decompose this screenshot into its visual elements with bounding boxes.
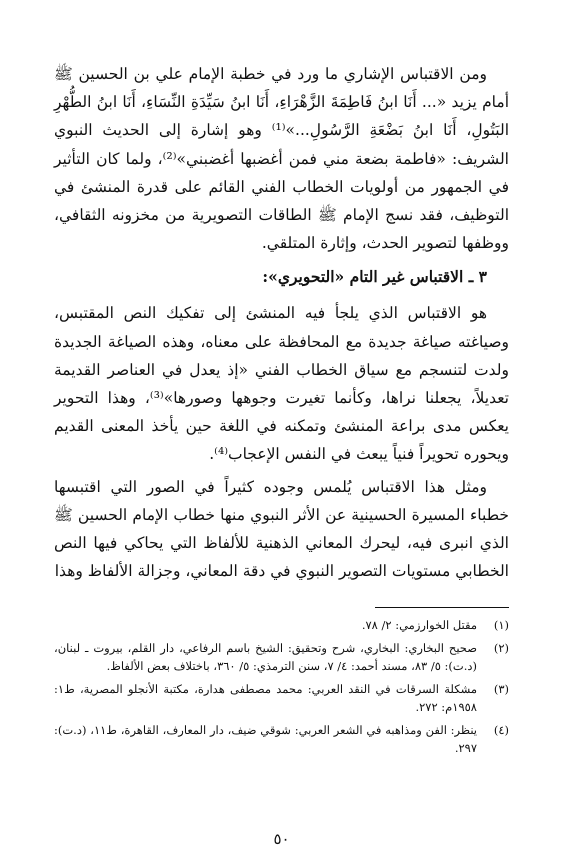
footnote-4 — [54, 721, 509, 758]
page-number: ٥٠ — [273, 830, 290, 848]
footnote-text: مقتل الخوارزمي: ٢/ ٧٨. — [361, 618, 477, 633]
footnote-1 — [54, 616, 509, 635]
book-page — [54, 60, 509, 848]
footnote-number: (١) — [493, 618, 509, 633]
footnote-number: (٣) — [493, 681, 509, 696]
footnote-2 — [54, 639, 509, 676]
footnote-text: مشكلة السرقات في النقد العربي: محمد مصطفى هدارة، مكتبة الأنجلو المصرية، ط١: ١٩٥٨م: ٢٧٢. — [54, 681, 477, 715]
footnote-text: صحيح البخاري: البخاري، شرح وتحقيق: الشيخ باسم الرفاعي، دار القلم، بيروت ـ لبنان، (د.ت): ٥/ ٨٣، مسند أحمد: ٤/ ٧، سنن الترمذي: ٥/ ٣٦٠، باختلاف بعض الألفاظ. — [54, 640, 477, 674]
section-heading: ٣ ـ الاقتباس غير التام «التحويري»: — [262, 267, 487, 287]
body-paragraph-1: ومن الاقتباس الإشاري ما ورد في خطبة الإمام علي بن الحسين ﷺ أمام يزيد «... أَنَا ابنُ فَاطِمَةَ الزَّهْرَاءِ، أَنَا ابنُ سَيِّدَةِ النِّسَاءِ، أَنَا ابنُ الطُّهْرِ البَتُولِ، أَنَا ابنُ بَضْعَةِ الرَّسُولِ...»⁽¹⁾ وهو إشارة إلى الحديث النبوي الشريف: «فاطمة بضعة مني فمن أغضبها أغضبني»⁽²⁾، ولما كان التأثير في الجمهور من أولويات الخطاب الفني القائم على قدرة المنشئ في التوظيف، فقد نسج الإمام ﷺ الطاقات التصويرية من مخزونه الثقافي، ووظفها لتصوير الحدث، وإثارة المتلقي. — [54, 65, 509, 253]
footnote-number: (٤) — [493, 722, 509, 737]
body-paragraph-3: ومثل هذا الاقتباس يُلمس وجوده كثيراً في الصور التي اقتبسها خطباء المسيرة الحسينية عن الأثر النبوي منها خطاب الإمام الحسين ﷺ الذي انبرى فيه، ليحرك المعاني الذهنية للألفاظ التي يحاكي فيها النص الخطابي مستويات التصوير النبوي في دقة المعاني، وجزالة الألفاظ وهذا — [54, 477, 509, 581]
footnote-number: (٢) — [493, 640, 509, 655]
footnote-divider — [375, 607, 509, 608]
body-paragraph-2: هو الاقتباس الذي يلجأ فيه المنشئ إلى تفكيك النص المقتبس، وصياغته صياغة جديدة مع المحافظة على معناه، وهذه الصياغة الجديدة ولدت لتنسجم مع سياق الخطاب الفني «إذ يعدل في العناصر القديمة تعديلاً، يجعلنا نراها، وكأنما تغيرت وجوهها وصورها»⁽³⁾، وهذا التحوير يعكس مدى براعة المنشئ وتمكنه في اللغة حين يأخذ المعنى القديم ويحوره تحويراً فنياً يبعث في النفس الإعجاب⁽⁴⁾. — [54, 304, 509, 464]
footnote-text: ينظر: الفن ومذاهبه في الشعر العربي: شوقي ضيف، دار المعارف، القاهرة، ط١١، (د.ت): ٢٩٧. — [54, 722, 477, 756]
footnote-3 — [54, 680, 509, 717]
